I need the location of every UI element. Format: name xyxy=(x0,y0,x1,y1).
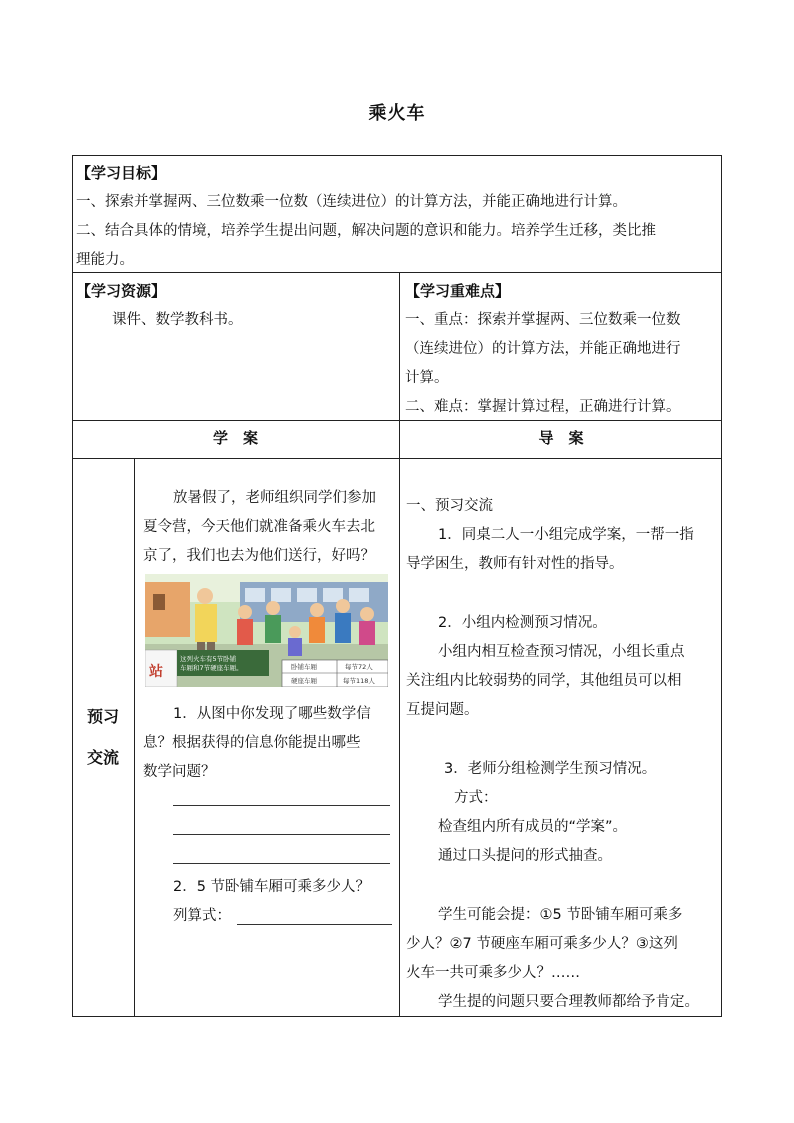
question-1-line3: 数学问题？ xyxy=(143,764,216,780)
keypoint-line-3: 计算。 xyxy=(405,370,449,386)
page-title: 乘火车 xyxy=(368,103,426,124)
daoan-p1-line1: 1．同桌二人一小组完成学案，一帮一指 xyxy=(438,527,694,543)
goal-line-3: 理能力。 xyxy=(76,252,134,268)
daoan-section-1: 一、预习交流 xyxy=(406,498,493,514)
daoan-p2-line2: 关注组内比较弱势的同学，其他组员可以相 xyxy=(406,673,682,689)
column-divider-main xyxy=(399,272,400,1017)
daoan-s2-line3: 火车一共可乘多少人？…… xyxy=(406,965,580,981)
daoan-p2-line1: 小组内相互检查预习情况，小组长重点 xyxy=(438,644,685,660)
daoan-p1-line2: 导学困生，教师有针对性的指导。 xyxy=(406,556,624,572)
table-row2-name: 硬座车厢 xyxy=(291,677,317,685)
column-header-daoan: 导 案 xyxy=(538,429,584,447)
daoan-method-label: 方式： xyxy=(454,790,498,806)
daoan-s3: 学生提的问题只要合理教师都给予肯定。 xyxy=(438,994,699,1010)
question-2: 2．5 节卧铺车厢可乘多少人？ xyxy=(173,879,371,895)
answer-line-3[interactable] xyxy=(173,863,390,864)
row-divider-goals xyxy=(72,272,722,273)
daoan-p2-heading: 2．小组内检测预习情况。 xyxy=(438,615,607,631)
section-label-line1: 预习 xyxy=(86,707,119,726)
answer-line-1[interactable] xyxy=(173,805,390,806)
answer-line-2[interactable] xyxy=(173,834,390,835)
daoan-method-2: 通过口头提问的形式抽查。 xyxy=(438,848,612,864)
xuean-intro-3: 京了，我们也去为他们送行，好吗？ xyxy=(143,548,375,564)
train-station-scene xyxy=(145,574,388,687)
question-1-line1: 1．从图中你发现了哪些数学信 xyxy=(173,706,371,722)
xuean-intro-1: 放暑假了，老师组织同学们参加 xyxy=(173,490,376,506)
table-row1-name: 卧铺车厢 xyxy=(291,663,317,671)
xuean-intro-2: 夏令营，今天他们就准备乘火车去北 xyxy=(143,519,375,535)
goal-line-2: 二、结合具体的情境，培养学生提出问题，解决问题的意识和能力。培养学生迁移，类比推 xyxy=(76,223,656,239)
daoan-p3-heading: 3．老师分组检测学生预习情况。 xyxy=(444,761,657,777)
resources-heading: 【学习资源】 xyxy=(76,282,167,300)
station-sign-text: 站 xyxy=(149,664,163,680)
daoan-s2-line1: 学生可能会提：①5 节卧铺车厢可乘多 xyxy=(438,907,683,923)
question-2-formula-label: 列算式： xyxy=(173,908,231,924)
resources-content: 课件、数学教科书。 xyxy=(112,312,243,328)
question-1-line2: 息？根据获得的信息你能提出哪些 xyxy=(143,735,361,751)
daoan-p2-line3: 互提问题。 xyxy=(406,702,479,718)
column-divider-label xyxy=(134,458,135,1017)
section-label-line2: 交流 xyxy=(86,748,119,767)
row-divider-headers xyxy=(72,458,722,459)
column-header-xuean: 学 案 xyxy=(212,429,258,447)
table-row2-value: 每节118人 xyxy=(343,677,375,685)
keypoints-heading: 【学习重难点】 xyxy=(405,282,511,300)
speech-line-2: 车厢和7节硬座车厢。 xyxy=(180,664,243,672)
formula-answer-line[interactable] xyxy=(237,924,392,925)
keypoint-line-2: （连续进位）的计算方法，并能正确地进行 xyxy=(405,341,681,357)
keypoint-line-4: 二、难点：掌握计算过程，正确进行计算。 xyxy=(405,399,681,415)
goals-heading: 【学习目标】 xyxy=(76,164,167,182)
daoan-s2-line2: 少人？②7 节硬座车厢可乘多少人？③这列 xyxy=(406,936,678,952)
daoan-method-1: 检查组内所有成员的“学案”。 xyxy=(438,819,628,835)
table-row1-value: 每节72人 xyxy=(345,663,373,671)
speech-line-1: 这列火车有5节卧铺 xyxy=(180,655,237,663)
train-station-illustration xyxy=(145,574,388,687)
keypoint-line-1: 一、重点：探索并掌握两、三位数乘一位数 xyxy=(405,312,681,328)
goal-line-1: 一、探索并掌握两、三位数乘一位数（连续进位）的计算方法，并能正确地进行计算。 xyxy=(76,194,627,210)
